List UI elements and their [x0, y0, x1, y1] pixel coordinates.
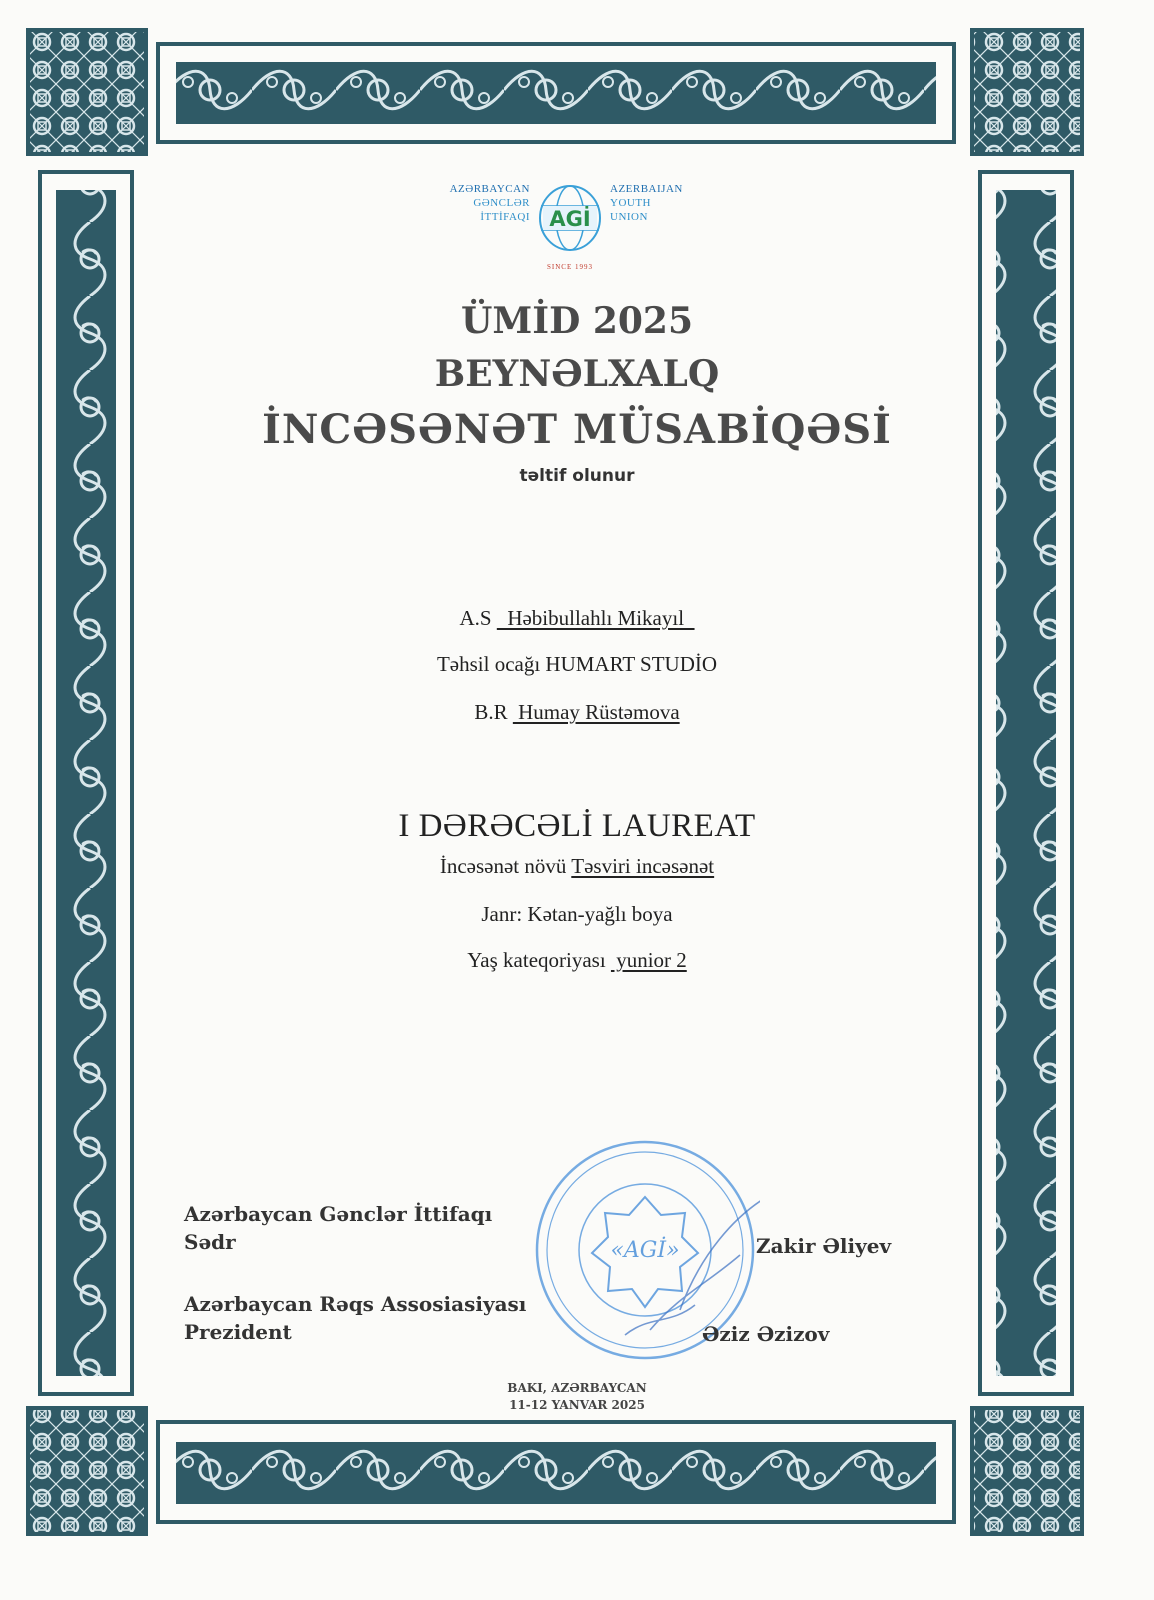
signatory-2-name: Əziz Əzizov	[702, 1322, 830, 1346]
footer-place: BAKI, AZƏRBAYCAN	[507, 1381, 647, 1395]
logo-right-line: AZERBAIJAN	[610, 183, 683, 195]
signatory-1-name: Zakir Əliyev	[756, 1234, 892, 1258]
art-type-value: Təsviri incəsənət	[571, 854, 715, 878]
recipient-name-value: Həbibullahlı Mikayıl	[496, 606, 695, 630]
school-row	[0, 652, 1154, 677]
signatory-1-block	[184, 1200, 492, 1256]
age-category-label: Yaş kateqoriyası	[467, 948, 606, 972]
school-value: HUMART STUDİO	[545, 652, 718, 676]
teacher-value: Humay Rüstəmova	[512, 700, 680, 724]
logo-left-line: GƏNCLƏR	[473, 197, 530, 209]
art-type-row	[0, 854, 1154, 879]
top-ornament-band	[158, 44, 954, 142]
logo-right-line: UNION	[610, 211, 648, 223]
corner-ornament-top-left	[28, 30, 146, 154]
teacher-label: B.R	[474, 700, 508, 724]
art-type-label: İncəsənət növü	[439, 854, 567, 878]
certificate-title-line-2: BEYNƏLXALQ	[434, 353, 720, 395]
logo-left-line: İTTİFAQI	[480, 211, 530, 223]
signatory-1-role: Sədr	[184, 1230, 236, 1254]
seal-center-text: «AGİ»	[610, 1238, 680, 1263]
signatory-1-organization: Azərbaycan Gənclər İttifaqı	[184, 1202, 493, 1226]
age-category-row	[0, 948, 1154, 973]
recipient-name-row	[0, 606, 1154, 631]
corner-ornament-bottom-right	[972, 1408, 1082, 1534]
logo-text-right	[610, 182, 683, 224]
agi-logo	[420, 180, 720, 275]
recipient-name-label: A.S	[459, 606, 492, 630]
globe-emblem-icon	[535, 180, 605, 260]
degree-title: I DƏRƏCƏLİ LAUREAT	[398, 808, 756, 844]
genre-row: Janr: Kətan-yağlı boya	[481, 902, 673, 926]
signatory-2-organization: Azərbaycan Rəqs Assosiasiyası	[184, 1292, 527, 1316]
signatory-2-role: Prezident	[184, 1320, 292, 1344]
award-subtitle: təltif olunur	[519, 466, 635, 486]
corner-ornament-top-right	[972, 30, 1082, 154]
logo-right-line: YOUTH	[610, 197, 651, 209]
logo-since-text: SINCE 1993	[547, 263, 593, 271]
certificate-title-line-3: İNCƏSƏNƏT MÜSABİQƏSİ	[262, 406, 892, 453]
logo-mark-text: AGİ	[549, 207, 591, 231]
signatory-2-block	[184, 1290, 526, 1346]
footer-date: 11-12 YANVAR 2025	[509, 1398, 645, 1412]
teacher-row	[0, 700, 1154, 725]
age-category-value: yunior 2	[610, 948, 687, 972]
corner-ornament-bottom-left	[28, 1408, 146, 1534]
school-label: Təhsil ocağı	[436, 652, 541, 676]
bottom-ornament-band	[158, 1422, 954, 1522]
logo-left-line: AZƏRBAYCAN	[449, 183, 530, 195]
certificate-title-line-1: ÜMİD 2025	[460, 300, 694, 342]
logo-text-left	[450, 182, 530, 224]
